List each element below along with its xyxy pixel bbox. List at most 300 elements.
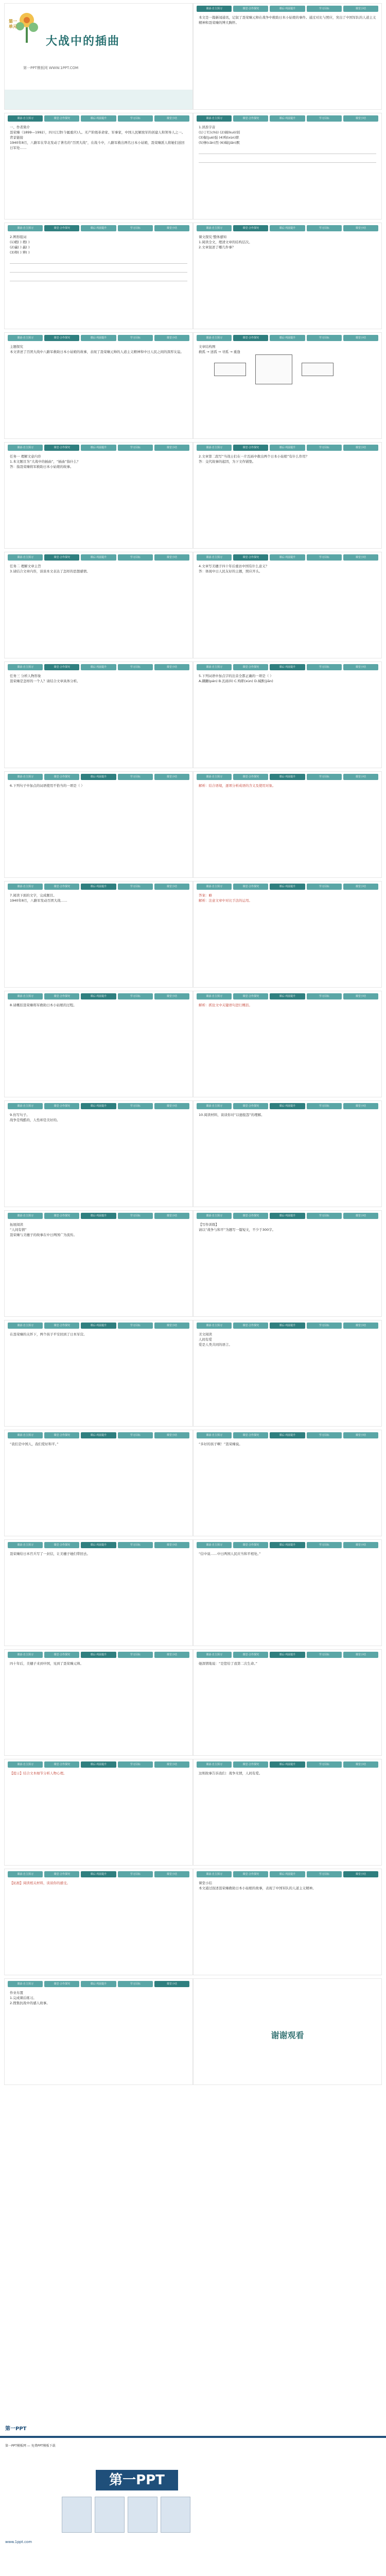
nav-tab[interactable]: 学习目标 [118,1542,153,1548]
slide-text: 6.下列句子中加点的词语使用不恰当的一项是（ ） [10,784,84,788]
nav-tab[interactable]: 学习目标 [118,1432,153,1438]
nav-tab[interactable]: 课堂·合作探究 [44,1432,79,1438]
nav-tab[interactable]: 课前·自主预习 [8,774,43,780]
nav-tab[interactable]: 学习目标 [118,1761,153,1768]
slide-21 [4,1100,193,1207]
slide-33 [4,1759,193,1866]
nav-tab[interactable]: 课前·自主预习 [197,774,232,780]
nav-tab[interactable]: 课堂·合作探究 [233,445,268,451]
nav-tab[interactable]: 课堂·合作探究 [233,774,268,780]
nav-tab[interactable]: 课后·巩固提升 [81,884,116,890]
nav-tab[interactable]: 课前·自主预习 [8,1981,43,1987]
nav-tab[interactable]: 课后·巩固提升 [81,225,116,231]
nav-tab[interactable]: 课堂·合作探究 [233,1432,268,1438]
nav-tab[interactable]: 课前·自主预习 [8,884,43,890]
nav-tab[interactable]: 课堂·合作探究 [233,1213,268,1219]
nav-bar [8,1981,189,1987]
nav-tab[interactable]: 课堂小结 [343,1761,378,1768]
nav-tab[interactable]: 学习目标 [118,664,153,670]
slide-27 [4,1430,193,1536]
nav-tab[interactable]: 课堂·合作探究 [233,554,268,561]
nav-tab[interactable]: 课前·自主预习 [197,6,232,12]
nav-tab[interactable]: 课堂·合作探究 [233,335,268,341]
nav-tab[interactable]: 学习目标 [118,445,153,451]
nav-tab[interactable]: 课堂·合作探究 [44,993,79,999]
nav-tab[interactable]: 课后·巩固提升 [81,774,116,780]
nav-tab[interactable]: 课堂·合作探究 [233,1761,268,1768]
slide-text: 她深情地说：“是您给了我第二次生命。” [199,1662,257,1666]
slide-4 [193,113,382,219]
thumbnail[interactable] [128,2497,157,2533]
slide-content [10,1661,187,1751]
nav-bar [197,1542,378,1548]
slide-text: “信中说……中日两国人民应当和平相处。” [199,1552,261,1556]
nav-tab[interactable]: 课堂·合作探究 [233,115,268,122]
nav-bar [8,884,189,890]
nav-bar [197,335,378,341]
nav-tab[interactable]: 课前·自主预习 [197,1432,232,1438]
nav-tab[interactable]: 课前·自主预习 [197,335,232,341]
nav-tab[interactable]: 课堂小结 [154,1213,189,1219]
slide-15 [4,771,193,878]
nav-tab[interactable]: 课后·巩固提升 [81,1103,116,1109]
nav-tab[interactable]: 课后·巩固提升 [81,1871,116,1877]
footer-brand-small: 第一PPT [5,2426,27,2432]
nav-tab[interactable]: 课堂·合作探究 [44,1761,79,1768]
nav-tab[interactable]: 课堂小结 [154,1871,189,1877]
nav-tab[interactable]: 课前·自主预习 [8,1761,43,1768]
nav-tab[interactable]: 课后·巩固提升 [81,445,116,451]
nav-tab[interactable]: 学习目标 [307,335,342,341]
nav-bar [197,445,378,451]
nav-tab[interactable]: 课前·自主预习 [8,993,43,999]
nav-tab[interactable]: 课后·巩固提升 [270,554,305,561]
nav-tab[interactable]: 学习目标 [307,664,342,670]
slide-text: “我们是中国人，我们爱好和平。” [10,1442,59,1446]
nav-tab[interactable]: 课前·自主预习 [8,1542,43,1548]
nav-tab[interactable]: 课堂小结 [154,115,189,122]
nav-tab[interactable]: 课后·巩固提升 [81,554,116,561]
slide-text: 【拓展】阅读相关材料，谈谈你的感受。 [10,1881,70,1885]
nav-tab[interactable]: 课后·巩固提升 [81,1761,116,1768]
slide-text: 四十年后，美穗子来到中国，见到了聂荣臻元帅。 [10,1662,83,1666]
nav-tab[interactable]: 学习目标 [307,1871,342,1877]
nav-tab[interactable]: 课堂小结 [343,6,378,12]
nav-tab[interactable]: 课前·自主预习 [8,115,43,122]
nav-tab[interactable]: 课堂小结 [343,1213,378,1219]
nav-tab[interactable]: 课堂·合作探究 [44,1323,79,1329]
nav-tab[interactable]: 课堂小结 [154,1542,189,1548]
nav-tab[interactable]: 课后·巩固提升 [81,1542,116,1548]
slide-29 [4,1539,193,1646]
nav-tab[interactable]: 学习目标 [118,1981,153,1987]
nav-tab[interactable]: 学习目标 [118,1652,153,1658]
nav-tab[interactable]: 学习目标 [307,1103,342,1109]
diagram-node [302,363,334,376]
nav-bar [197,1652,378,1658]
nav-tab[interactable]: 课堂小结 [343,115,378,122]
nav-tab[interactable]: 课后·巩固提升 [81,993,116,999]
nav-tab[interactable]: 课堂小结 [343,774,378,780]
slide-34 [193,1759,382,1866]
nav-bar [8,1542,189,1548]
slide-content [199,1551,376,1641]
slide-26 [193,1320,382,1427]
slide-content [199,1771,376,1861]
nav-tab[interactable]: 学习目标 [307,1432,342,1438]
nav-tab[interactable]: 课后·巩固提升 [81,1432,116,1438]
slide-text: 【提示】结合文本细节分析人物心理。 [10,1771,67,1775]
slide-text: 聂荣臻给日本官兵写了一封信，让美穗子她们带回去。 [10,1552,90,1556]
nav-tab[interactable]: 课前·自主预习 [197,664,232,670]
cover-subtitle: 第一PPT模板网 WWW.1PPT.COM [23,66,79,70]
nav-tab[interactable]: 课堂小结 [343,993,378,999]
nav-tab[interactable]: 课堂·合作探究 [233,993,268,999]
answer-line [10,257,187,264]
nav-tab[interactable]: 课前·自主预习 [197,1103,232,1109]
nav-bar [197,1213,378,1219]
slide-3 [4,113,193,219]
slide-text: 任务三 分析人物形象 聂荣臻是怎样的一个人？请结合文章具体分析。 [10,674,80,683]
slide-28 [193,1430,382,1536]
thumbnail[interactable] [95,2497,125,2533]
slide-13 [4,662,193,768]
nav-tab[interactable]: 课堂·合作探究 [44,1103,79,1109]
nav-tab[interactable]: 课前·自主预习 [8,1432,43,1438]
nav-tab[interactable]: 课堂小结 [343,1871,378,1877]
slide-text: 7.阅读下面的文字，完成题目。 1940年8月，八路军发动百团大战…… [10,893,67,903]
slide-content [199,15,376,105]
slide-content [10,125,187,215]
thumbnail[interactable] [161,2497,190,2533]
slide-text: 解析：结合语境，逐项分析成语的含义及使用对象。 [199,784,276,788]
slide-content [199,783,376,873]
slide-32 [193,1649,382,1756]
slide-text: 【写作训练】 请以“战争与和平”为题写一篇短文，不少于300字。 [199,1223,276,1232]
nav-tab[interactable]: 课堂·合作探究 [44,1981,79,1987]
nav-tab[interactable]: 学习目标 [307,1542,342,1548]
nav-tab[interactable]: 课前·自主预习 [8,445,43,451]
nav-bar [8,1871,189,1877]
nav-tab[interactable]: 课堂小结 [154,445,189,451]
flower-icon [13,9,41,45]
slide-content [199,1332,376,1422]
slide-24 [193,1210,382,1317]
nav-tab[interactable]: 课后·巩固提升 [270,1652,305,1658]
nav-tab[interactable]: 课后·巩固提升 [270,993,305,999]
nav-tab[interactable]: 课堂小结 [154,1652,189,1658]
nav-tab[interactable]: 课后·巩固提升 [270,884,305,890]
nav-tab[interactable]: 课前·自主预习 [8,664,43,670]
slide-36 [193,1869,382,1975]
nav-tab[interactable]: 课后·巩固提升 [270,1213,305,1219]
slide-content [10,234,187,325]
nav-tab[interactable]: 课堂小结 [343,335,378,341]
nav-tab[interactable]: 学习目标 [307,1761,342,1768]
nav-tab[interactable]: 课前·自主预习 [8,554,43,561]
nav-tab[interactable]: 学习目标 [307,1652,342,1658]
nav-tab[interactable]: 课堂·合作探究 [44,1542,79,1548]
nav-tab[interactable]: 课堂小结 [154,993,189,999]
nav-tab[interactable]: 课堂·合作探究 [44,1871,79,1877]
nav-tab[interactable]: 学习目标 [118,774,153,780]
nav-tab[interactable]: 课后·巩固提升 [270,115,305,122]
nav-tab[interactable]: 学习目标 [307,1213,342,1219]
nav-tab[interactable]: 课堂·合作探究 [233,1542,268,1548]
nav-tab[interactable]: 课后·巩固提升 [270,225,305,231]
nav-tab[interactable]: 课前·自主预习 [8,1103,43,1109]
nav-tab[interactable]: 课后·巩固提升 [270,1432,305,1438]
slide-content [199,1442,376,1532]
nav-tab[interactable]: 学习目标 [118,554,153,561]
nav-tab[interactable]: 课后·巩固提升 [81,335,116,341]
nav-tab[interactable]: 课前·自主预习 [8,225,43,231]
slide-text: 2.文章第二段写“当战士们在一片瓦砾中救出两个日本小姑娘”有什么作用？ 答：交代故事的起因，为下文作铺垫。 [199,454,309,464]
nav-tab[interactable]: 课堂小结 [343,554,378,561]
nav-tab[interactable]: 课堂·合作探究 [233,1103,268,1109]
nav-tab[interactable]: 课堂小结 [343,1323,378,1329]
nav-tab[interactable]: 学习目标 [118,225,153,231]
nav-tab[interactable]: 课后·巩固提升 [270,1542,305,1548]
slide-38 [193,1978,382,2085]
nav-tab[interactable]: 学习目标 [118,993,153,999]
slide-content [10,673,187,764]
nav-tab[interactable]: 学习目标 [118,115,153,122]
nav-tab[interactable]: 课堂小结 [154,335,189,341]
slide-content [10,1551,187,1641]
nav-tab[interactable]: 课堂·合作探究 [233,664,268,670]
nav-tab[interactable]: 课堂·合作探究 [44,335,79,341]
slide-content [199,1661,376,1751]
nav-tab[interactable]: 课堂小结 [154,1981,189,1987]
nav-tab[interactable]: 课后·巩固提升 [270,664,305,670]
nav-tab[interactable]: 课前·自主预习 [197,445,232,451]
footer-bar [0,2436,386,2438]
nav-tab[interactable]: 课后·巩固提升 [81,1981,116,1987]
nav-bar [8,1432,189,1438]
answer-line [10,275,187,281]
slide-content [10,1222,187,1312]
nav-tab[interactable]: 课前·自主预习 [8,1213,43,1219]
nav-tab[interactable]: 课堂小结 [154,554,189,561]
slide-content [10,1771,187,1861]
nav-tab[interactable]: 课后·巩固提升 [270,1871,305,1877]
slide-text: 10.阅读材料，谈谈你对“以德报怨”的理解。 [199,1113,265,1117]
footer-brand[interactable]: 第一PPT [96,2470,178,2490]
nav-bar [8,1652,189,1658]
nav-bar [197,884,378,890]
nav-tab[interactable]: 课堂·合作探究 [233,1871,268,1877]
cover-band [5,90,192,109]
nav-tab[interactable]: 课堂小结 [343,1652,378,1658]
nav-tab[interactable]: 课堂小结 [343,664,378,670]
nav-tab[interactable]: 课堂·合作探究 [44,115,79,122]
slide-text: “多好的孩子啊！”聂荣臻说。 [199,1442,242,1446]
nav-tab[interactable]: 课堂·合作探究 [44,554,79,561]
slide-content [199,564,376,654]
nav-tab[interactable]: 课后·巩固提升 [270,1103,305,1109]
nav-tab[interactable]: 课堂小结 [154,774,189,780]
nav-tab[interactable]: 学习目标 [307,225,342,231]
nav-tab[interactable]: 课后·巩固提升 [81,115,116,122]
nav-tab[interactable]: 课后·巩固提升 [270,774,305,780]
nav-tab[interactable]: 课前·自主预习 [197,225,232,231]
slide-text: 解析：抓住文中关键语句进行概括。 [199,1003,252,1007]
nav-tab[interactable]: 课堂小结 [154,1323,189,1329]
slide-30 [193,1539,382,1646]
nav-tab[interactable]: 课堂小结 [154,225,189,231]
nav-bar [197,993,378,999]
nav-tab[interactable]: 课前·自主预习 [197,1213,232,1219]
nav-tab[interactable]: 学习目标 [118,1871,153,1877]
nav-tab[interactable]: 学习目标 [307,115,342,122]
nav-bar [8,115,189,122]
nav-tab[interactable]: 学习目标 [118,1103,153,1109]
slide-text: 课文探究·整体感知 1.阅读全文，理清文章的结构层次。 2.文章叙述了哪几件事？ [199,235,252,249]
slide-text: 作业布置 1.完成课后练习。 2.搜集抗战中的感人故事。 [10,1991,50,2005]
nav-tab[interactable]: 课堂·合作探究 [44,1213,79,1219]
nav-tab[interactable]: 课堂小结 [343,1542,378,1548]
thumbnail[interactable] [62,2497,92,2533]
diagram-node [255,354,292,384]
nav-tab[interactable]: 课堂·合作探究 [44,664,79,670]
nav-tab[interactable]: 课前·自主预习 [197,884,232,890]
slide-text: 任务二 理解文章主旨 3.请结合文章内容，谈谈本文表达了怎样的思想感情。 [10,564,90,573]
nav-bar [8,335,189,341]
slide-12 [193,552,382,658]
slide-content [199,1222,376,1312]
nav-tab[interactable]: 课堂小结 [343,445,378,451]
nav-bar [8,445,189,451]
footer-desc: 第一PPT模板网 — 免费PPT模板下载 [5,2444,56,2448]
nav-tab[interactable]: 学习目标 [307,993,342,999]
slide-content [199,673,376,764]
nav-tab[interactable]: 课后·巩固提升 [81,664,116,670]
slide-7 [4,332,193,439]
nav-tab[interactable]: 课前·自主预习 [197,1761,232,1768]
slide-content [10,1442,187,1532]
nav-tab[interactable]: 课堂小结 [154,1761,189,1768]
slide-content [10,454,187,544]
nav-tab[interactable]: 课堂·合作探究 [44,774,79,780]
slide-14 [193,662,382,768]
nav-tab[interactable]: 课堂小结 [154,664,189,670]
nav-tab[interactable]: 学习目标 [307,774,342,780]
nav-bar [8,1761,189,1768]
footer-site[interactable]: www.1ppt.com [5,2540,32,2544]
nav-tab[interactable]: 学习目标 [307,445,342,451]
nav-tab[interactable]: 学习目标 [118,1323,153,1329]
slide-text: 9.仿写句子。 战争是残酷的，人性却是美好的。 [10,1113,60,1122]
nav-bar [8,1213,189,1219]
nav-tab[interactable]: 课前·自主预习 [197,1542,232,1548]
nav-tab[interactable]: 课后·巩固提升 [270,6,305,12]
slide-content [199,1990,376,2080]
nav-tab[interactable]: 课堂·合作探究 [233,884,268,890]
nav-tab[interactable]: 课后·巩固提升 [81,1323,116,1329]
nav-tab[interactable]: 课前·自主预习 [197,1652,232,1658]
nav-tab[interactable]: 课前·自主预习 [8,1652,43,1658]
nav-tab[interactable]: 课堂·合作探究 [233,225,268,231]
nav-tab[interactable]: 学习目标 [307,554,342,561]
nav-tab[interactable]: 学习目标 [118,1213,153,1219]
nav-tab[interactable]: 学习目标 [118,884,153,890]
nav-tab[interactable]: 课后·巩固提升 [270,335,305,341]
nav-tab[interactable]: 课堂小结 [343,1432,378,1438]
nav-tab[interactable]: 课前·自主预习 [197,993,232,999]
nav-tab[interactable]: 课堂·合作探究 [233,1652,268,1658]
slide-content [199,344,376,434]
slide-content [199,125,376,215]
nav-tab[interactable]: 课后·巩固提升 [270,1323,305,1329]
slide-20 [193,991,382,1097]
slide-8 [193,332,382,439]
nav-tab[interactable]: 课堂小结 [154,1432,189,1438]
nav-tab[interactable]: 课堂小结 [343,1103,378,1109]
slide-5 [4,223,193,329]
nav-tab[interactable]: 课后·巩固提升 [270,1761,305,1768]
nav-tab[interactable]: 课堂·合作探究 [44,445,79,451]
nav-bar [197,1323,378,1329]
slide-11 [4,552,193,658]
nav-tab[interactable]: 课堂小结 [343,884,378,890]
nav-tab[interactable]: 课前·自主预习 [8,1871,43,1877]
nav-tab[interactable]: 课堂·合作探究 [233,1323,268,1329]
nav-tab[interactable]: 课前·自主预习 [197,115,232,122]
slide-19 [4,991,193,1097]
slide-content [10,783,187,873]
nav-tab[interactable]: 课前·自主预习 [8,335,43,341]
nav-tab[interactable]: 课前·自主预习 [8,1323,43,1329]
slide-content [10,1880,187,1971]
nav-tab[interactable]: 课堂小结 [154,1103,189,1109]
slide-content [10,1112,187,1202]
nav-tab[interactable]: 学习目标 [307,884,342,890]
answer-line [199,156,376,163]
nav-tab[interactable]: 课前·自主预习 [197,554,232,561]
slide-35 [4,1869,193,1975]
slide-content [199,893,376,983]
nav-tab[interactable]: 学习目标 [307,6,342,12]
slide-text: 主题探究 本文讲述了百团大战中八路军救助日本小姑娘的故事，表现了聂荣臻元帅的人道主义精神和中日人民之间的深厚友谊。 [10,345,184,354]
nav-tab[interactable]: 课堂·合作探究 [44,225,79,231]
nav-bar [8,1103,189,1109]
nav-tab[interactable]: 课后·巩固提升 [81,1213,116,1219]
cover-vertical-label: 第一单元 [9,19,17,29]
slide-content [10,1332,187,1422]
nav-tab[interactable]: 课堂小结 [154,884,189,890]
nav-tab[interactable]: 课前·自主预习 [197,1871,232,1877]
nav-tab[interactable]: 课前·自主预习 [197,1323,232,1329]
slide-10 [193,442,382,549]
diagram-node [214,363,246,376]
nav-tab[interactable]: 课堂·合作探究 [233,6,268,12]
nav-tab[interactable]: 课堂·合作探究 [44,1652,79,1658]
slide-9 [4,442,193,549]
nav-bar [197,1432,378,1438]
nav-tab[interactable]: 学习目标 [307,1323,342,1329]
nav-tab[interactable]: 学习目标 [118,335,153,341]
nav-tab[interactable]: 课堂小结 [343,225,378,231]
slide-content [199,1112,376,1202]
nav-tab[interactable]: 课后·巩固提升 [270,445,305,451]
nav-tab[interactable]: 课堂·合作探究 [44,884,79,890]
slide-text: 4.文章写美穗子四十年后重访中国有什么意义？ 答：体现中日人民友好的主题，照应开头。 [199,564,269,573]
slide-content [199,454,376,544]
slide-text: 拓展阅读 “人间有情” 聂荣臻与美穗子的故事在中日两国广为流传。 [10,1223,77,1237]
nav-tab[interactable]: 课后·巩固提升 [81,1652,116,1658]
slide-text: 这则故事告诉我们：战争无情，人间有爱。 [199,1771,262,1775]
